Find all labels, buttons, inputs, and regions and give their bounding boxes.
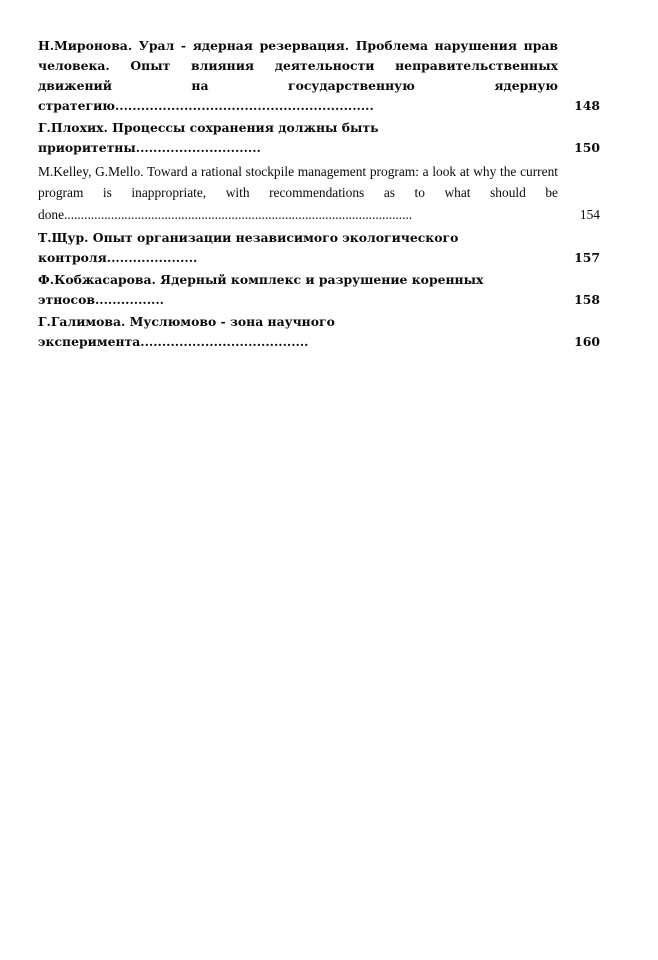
toc-entry-page-number: 154 bbox=[579, 206, 600, 222]
toc-entry bbox=[38, 228, 600, 268]
toc-entry-page-number: 158 bbox=[574, 291, 600, 307]
toc-entry-title: M.Kelley, G.Mello. Toward a rational stockpile management program: a look at why the current program is inappropriate, with recommendations as to what should be done........................................................................................................ bbox=[38, 163, 558, 222]
table-of-contents bbox=[38, 36, 600, 352]
toc-entry bbox=[38, 118, 600, 158]
toc-entry-page-number: 157 bbox=[574, 249, 600, 265]
toc-entry-title: Г.Плохих. Процессы сохранения должны быть приоритетны............................. bbox=[38, 120, 379, 156]
toc-entry-title: Н.Миронова. Урал - ядерная резервация. Проблема нарушения прав человека. Опыт влияния деятельности неправительственных движений на государственную ядерную стратегию............................................................ bbox=[38, 38, 558, 114]
toc-entry-title: Г.Галимова. Муслюмово - зона научного эксперимента....................................... bbox=[38, 314, 335, 350]
toc-entry-title: Ф.Кобжасарова. Ядерный комплекс и разрушение коренных этносов................ bbox=[38, 271, 484, 307]
toc-entry-page-number: 150 bbox=[574, 140, 600, 156]
toc-entry bbox=[38, 161, 600, 226]
toc-entry-page-number: 148 bbox=[574, 98, 600, 114]
toc-entry bbox=[38, 36, 600, 116]
toc-entry-title: Т.Щур. Опыт организации независимого экологического контроля..................... bbox=[38, 229, 459, 265]
toc-entry-page-number: 160 bbox=[574, 334, 600, 350]
toc-entry bbox=[38, 312, 600, 352]
toc-entry bbox=[38, 270, 600, 310]
